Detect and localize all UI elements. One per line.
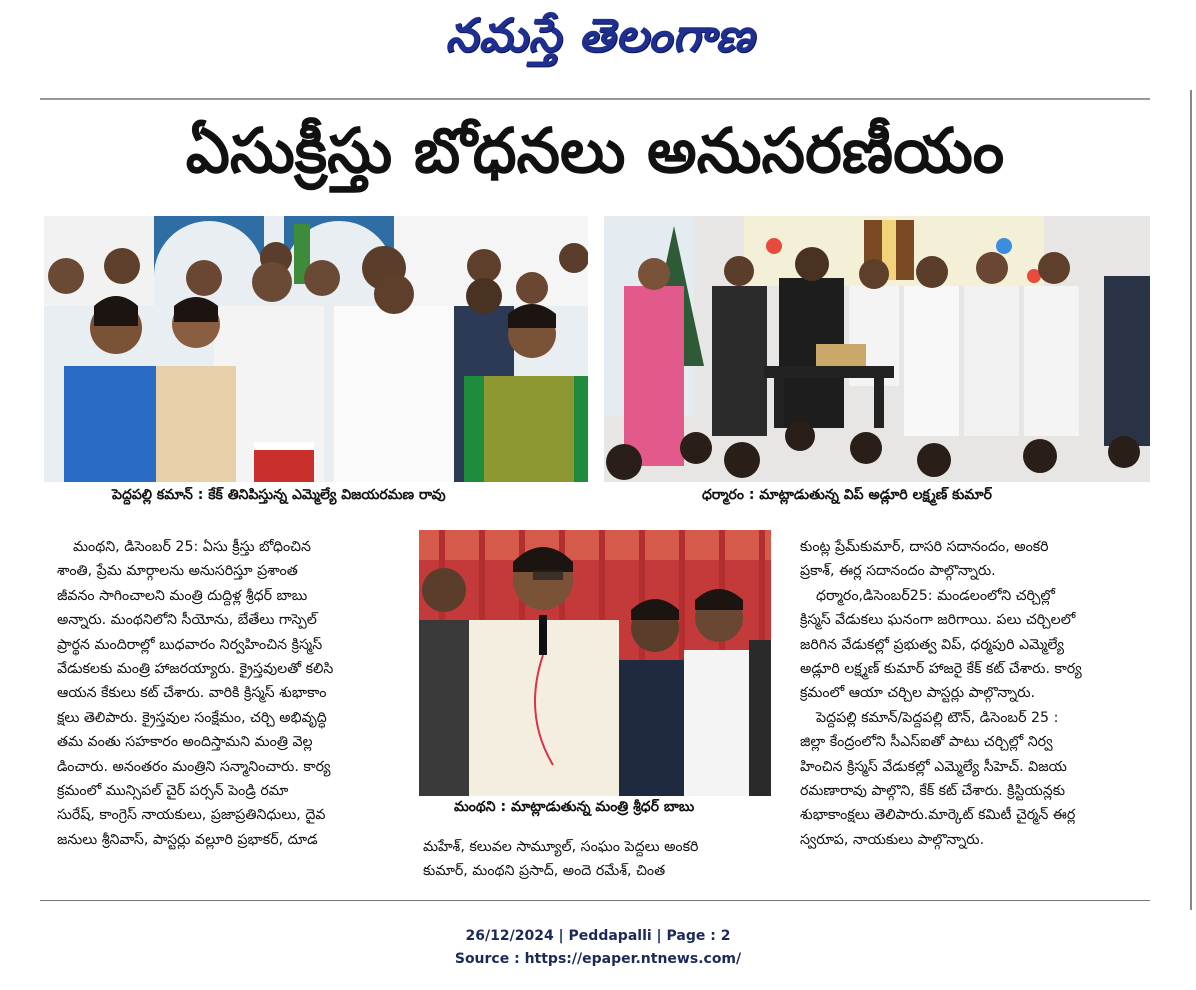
caption-peddapalli: పెద్దపల్లి కమాన్ : కేక్ తినిపిస్తున్న ఎమ్మెల్యే విజయరమణ రావు (112, 487, 446, 503)
col1-line: జీవనం సాగించాలని మంత్రి దుద్దిళ్ల శ్రీధర్ బాబు (57, 587, 308, 604)
col3-line: అడ్లూరి లక్ష్మణ్ కుమార్ హాజరై కేక్ కట్ చేశారు. కార్య (800, 661, 1082, 678)
col1-line: జనులు శ్రీనివాస్, పాస్టర్లు వల్లూరి ప్రభాకర్, దూడ (57, 831, 318, 848)
photo-peddapalli-image (44, 216, 588, 482)
col3-line: క్రమంలో ఆయా చర్చిల పాస్టర్లు పాల్గొన్నారు. (800, 685, 1036, 702)
footer-date-line: 26/12/2024 | Peddapalli | Page : 2 (465, 928, 731, 944)
article-column-1 (57, 535, 399, 852)
article-headline: ఏసుక్రీస్తు బోధనలు అనుసరణీయం (185, 114, 1005, 187)
col3-line: రమణారావు పాల్గొని, కేక్ కట్ చేశారు. క్రిస్టియన్లకు (800, 783, 1066, 800)
col3-line: స్వరూప, నాయకులు పాల్గొన్నారు. (800, 831, 985, 848)
article-column-3 (800, 535, 1148, 852)
photo-dharmaram-image (604, 216, 1150, 482)
col1-line: తమ వంతు సహకారం అందిస్తామని మంత్రి వెల్ల (57, 734, 313, 751)
col3-line: శుభాకాంక్షలు తెలిపారు.మార్కెట్ కమిటీ చైర్మన్ ఈర్ల (800, 807, 1076, 824)
top-divider (40, 98, 1150, 100)
photo-manthani (419, 530, 771, 796)
col1-line: డించారు. అనంతరం మంత్రిని సన్మానించారు. కార్య (57, 758, 331, 775)
col2-line: మహేశ్, కలువల సామ్యూల్, సంఘం పెద్దలు అంకరి (423, 839, 699, 855)
col1-line: శాంతి, ప్రేమ మార్గాలను అనుసరిస్తూ ప్రశాంత (57, 563, 298, 580)
photo-dharmaram (604, 216, 1150, 482)
right-border-line (1190, 90, 1192, 910)
col1-line: క్రమంలో మున్సిపల్ చైర్ పర్సన్ పెండ్రి రమా (57, 783, 289, 800)
col1-line: వేడుకలకు మంత్రి హాజరయ్యారు. క్రైస్తవులతో కలిసి (57, 661, 334, 678)
col1-line: క్షలు తెలిపారు. క్రైస్తవుల సంక్షేమం, చర్చి అభివృద్ధి (57, 709, 327, 726)
col1-line: ప్రార్థన మందిరాల్లో బుధవారం నిర్వహించిన క్రిస్మస్ (57, 636, 323, 653)
col1-line: అన్నారు. మంథనిలోని సీయోను, బేతేలు గాస్పెల్ (57, 612, 317, 629)
col3-line: కుంట్ల ప్రేమ్‌కుమార్, దాసరి సదానందం, అంకరి (800, 539, 1049, 555)
col3-line: జిల్లా కేంద్రంలోని సీఎస్ఐతో పాటు చర్చిల్లో నిర్వ (800, 734, 1053, 751)
col3-line: ప్రకాశ్, ఈర్ల సదానందం పాల్గొన్నారు. (800, 563, 996, 580)
article-column-2 (423, 835, 769, 884)
caption-manthani: మంథని : మాట్లాడుతున్న మంత్రి శ్రీధర్ బాబు (454, 799, 695, 815)
col2-line: కుమార్, మంథని ప్రసాద్, అందె రమేశ్, చింత (423, 863, 666, 880)
col3-line: హించిన క్రిస్మస్ వేడుకల్లో ఎమ్మెల్యే సీహెచ్. విజయ (800, 758, 1067, 775)
col1-line: ఆయన కేకులు కట్ చేశారు. వారికి క్రిస్మస్ శుభాకాం (57, 685, 327, 702)
photo-manthani-image (419, 530, 771, 796)
col3-line: జరిగిన వేడుకల్లో ప్రభుత్వ విప్, ధర్మపురి ఎమ్మెల్యే (800, 636, 1064, 653)
col3-line: ధర్మారం,డిసెంబర్25: మండలంలోని చర్చిల్లో (816, 587, 1056, 604)
caption-dharmaram: ధర్మారం : మాట్లాడుతున్న విప్ అడ్లూరి లక్ష్మణ్ కుమార్ (702, 487, 992, 503)
footer-source-line: Source : https://epaper.ntnews.com/ (454, 951, 742, 967)
col1-line: మంథని, డిసెంబర్ 25: ఏసు క్రీస్తు బోధించిన (73, 539, 311, 555)
col3-line: క్రిస్మస్ వేడుకలు ఘనంగా జరిగాయి. పలు చర్చిలలో (800, 612, 1076, 629)
col1-line: సురేష్, కాంగ్రెస్ నాయకులు, ప్రజాప్రతినిధులు, దైవ (57, 807, 326, 824)
bottom-divider (40, 900, 1150, 901)
masthead-logo-text: నమస్తే తెలంగాణ (445, 8, 755, 62)
masthead-logo (400, 6, 800, 76)
headline-block (40, 112, 1150, 204)
col3-line: పెద్దపల్లి కమాన్/పెద్దపల్లి టౌన్, డిసెంబర్ 25 : (816, 709, 1059, 726)
photo-peddapalli (44, 216, 588, 482)
